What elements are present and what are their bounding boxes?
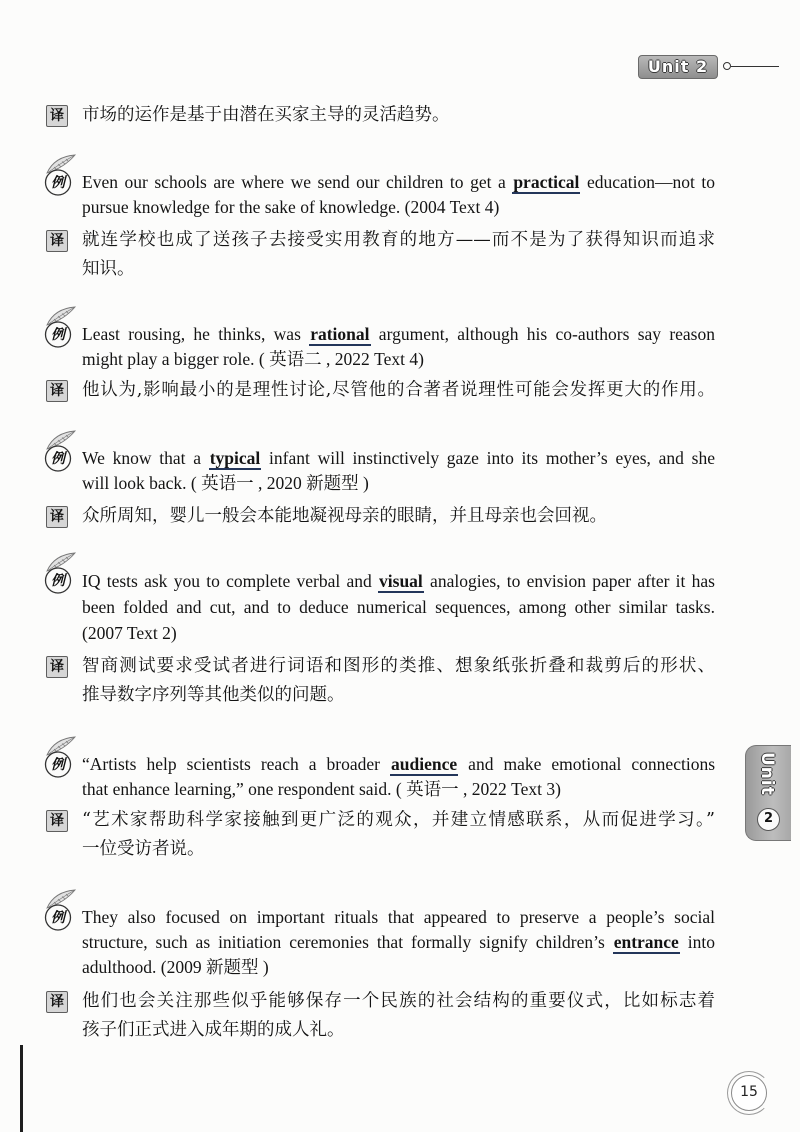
- example-marker-label: 例: [51, 450, 65, 467]
- sentence-text: “Artists help scientists reach a broader: [82, 754, 391, 774]
- scan-edge-mark: [20, 1045, 23, 1132]
- sentence-text: Least rousing, he thinks, was: [82, 324, 310, 344]
- translation-marker-icon: 译: [46, 810, 68, 832]
- sentence-line: [82, 568, 715, 594]
- sentence-line: [82, 322, 715, 347]
- example-marker-label: 例: [51, 174, 65, 191]
- translation: [50, 652, 715, 710]
- example-marker-label: 例: [51, 756, 65, 773]
- translation-marker-icon: 译: [46, 380, 68, 402]
- keyword: audience: [391, 754, 458, 774]
- example-sentence: [51, 752, 715, 802]
- sentence-line: will look back. ( 英语一 , 2020 新题型 ): [82, 473, 369, 493]
- keyword: practical: [513, 172, 580, 192]
- example-marker-label: 例: [51, 572, 65, 589]
- translation: [50, 502, 715, 531]
- translation: [50, 226, 715, 284]
- sentence-text: infant will instinctively gaze into its mother’s eyes, and she: [261, 448, 716, 468]
- example-marker-icon: [38, 428, 78, 472]
- sentence-text: education—not to: [580, 172, 715, 192]
- sentence-line: adulthood. (2009 新题型 ): [82, 957, 269, 977]
- translation: [50, 806, 715, 864]
- sentence-line: (2007 Text 2): [82, 623, 177, 643]
- sentence-text: argument, although his co-authors say reason: [370, 324, 715, 344]
- sentence-line: [82, 930, 715, 955]
- translation-line: 他认为,影响最小的是理性讨论,尽管他的合著者说理性可能会发挥更大的作用。: [82, 380, 715, 400]
- translation-line: 众所周知，婴儿一般会本能地凝视母亲的眼睛，并且母亲也会回视。: [82, 506, 607, 526]
- translation-marker-icon: 译: [46, 506, 68, 528]
- translation-line: 推导数字序列等其他类似的问题。: [82, 685, 345, 705]
- translation-marker-icon: 译: [46, 991, 68, 1013]
- translation-line: 市场的运作是基于由潜在买家主导的灵活趋势。: [82, 105, 450, 125]
- example-marker-icon: [38, 550, 78, 594]
- sentence-text: structure, such as initiation ceremonies that formally signify children’s: [82, 932, 613, 952]
- example-marker-label: 例: [51, 909, 65, 926]
- translation-line: 一位受访者说。: [82, 839, 205, 859]
- page-number: 15: [731, 1075, 767, 1111]
- sentence-text: Even our schools are where we send our children to get a: [82, 172, 513, 192]
- header-rule: [731, 66, 779, 68]
- sentence-line: been folded and cut, and to deduce numerical sequences, among other similar tasks.: [82, 597, 715, 617]
- example-sentence: [51, 905, 715, 980]
- sentence-text: analogies, to envision paper after it has: [423, 571, 715, 591]
- example-sentence: [51, 170, 715, 220]
- side-tab-number: 2: [757, 808, 780, 831]
- example-sentence: [51, 568, 715, 646]
- keyword: rational: [310, 324, 370, 344]
- example-marker-icon: [38, 152, 78, 196]
- sentence-text: into: [679, 932, 715, 952]
- translation-line: 就连学校也成了送孩子去接受实用教育的地方——而不是为了获得知识而追求: [82, 230, 715, 250]
- sentence-line: that enhance learning,” one respondent said. ( 英语一 , 2022 Text 3): [82, 779, 561, 799]
- keyword: typical: [209, 448, 261, 468]
- translation: [50, 376, 715, 405]
- keyword: visual: [379, 571, 423, 591]
- example-marker-label: 例: [51, 326, 65, 343]
- sentence-line: [82, 752, 715, 777]
- example-sentence: [51, 446, 716, 496]
- example-sentence: [51, 322, 715, 372]
- keyword: entrance: [613, 932, 679, 952]
- example-marker-icon: [38, 734, 78, 778]
- translation-line: 智商测试要求受试者进行词语和图形的类推、想象纸张折叠和裁剪后的形状、: [82, 656, 715, 676]
- sentence-text: We know that a: [82, 448, 209, 468]
- translation-line: 知识。: [82, 259, 135, 279]
- translation-marker-icon: 译: [46, 105, 68, 127]
- sentence-line: [82, 446, 715, 471]
- sentence-line: might play a bigger role. ( 英语二 , 2022 Text 4): [82, 349, 424, 369]
- unit-badge: Unit 2: [638, 55, 718, 79]
- translation-marker-icon: 译: [46, 230, 68, 252]
- example-marker-icon: [38, 887, 78, 931]
- translation-line: 他们也会关注那些似乎能够保存一个民族的社会结构的重要仪式，比如标志着: [82, 991, 715, 1011]
- unit-side-tab: [745, 745, 791, 841]
- translation: [50, 987, 715, 1045]
- sentence-line: They also focused on important rituals that appeared to preserve a people’s social: [82, 907, 715, 927]
- sentence-line: [82, 170, 715, 195]
- side-tab-label: Unit: [757, 752, 777, 796]
- carryover-translation: [50, 101, 715, 130]
- translation-line: 孩子们正式进入成年期的成人礼。: [82, 1020, 345, 1040]
- sentence-text: and make emotional connections: [458, 754, 715, 774]
- sentence-line: pursue knowledge for the sake of knowledge. (2004 Text 4): [82, 197, 500, 217]
- sentence-text: IQ tests ask you to complete verbal and: [82, 571, 379, 591]
- translation-line: “艺术家帮助科学家接触到更广泛的观众，并建立情感联系，从而促进学习。”: [82, 810, 715, 830]
- header-circle-ornament-icon: [723, 62, 731, 70]
- example-marker-icon: [38, 304, 78, 348]
- translation-marker-icon: 译: [46, 656, 68, 678]
